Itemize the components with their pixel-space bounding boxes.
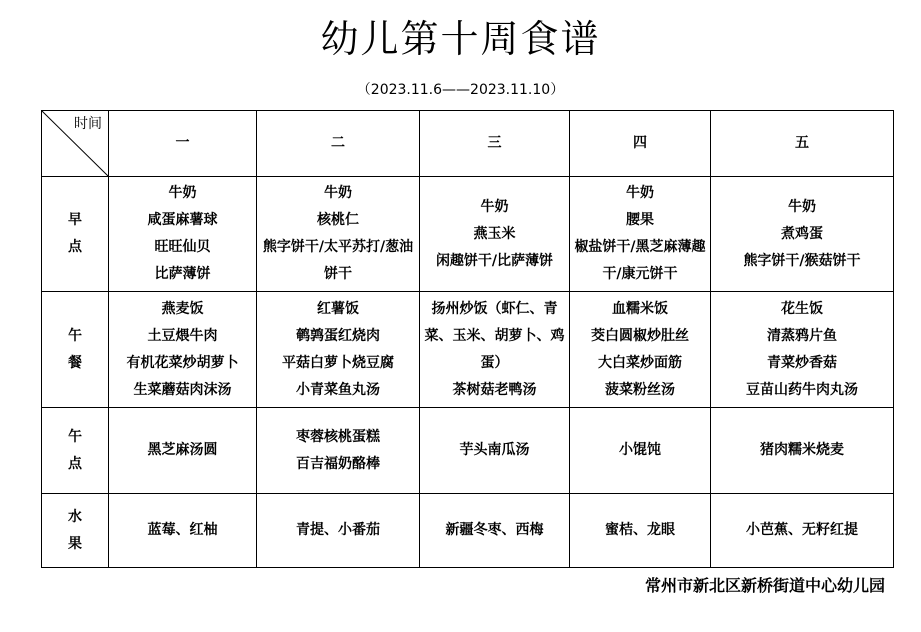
menu-cell [420,408,570,494]
dish-item: 燕玉米 [473,225,516,242]
dish-item: 黑芝麻汤圆 [147,442,218,458]
dish-item: 牛奶 [168,185,197,201]
menu-cell [570,177,711,292]
dish-item: 煮鸡蛋 [781,225,823,242]
dish-item: 蛋） [480,354,509,371]
menu-cell [257,292,420,408]
page-title: 幼儿第十周食谱 [320,17,601,61]
dish-item: 青提、小番茄 [296,522,380,538]
menu-row [42,292,894,408]
dish-item: 平菇白萝卜烧豆腐 [282,354,394,371]
dish-item: 扬州炒饭（虾仁、青 [431,300,558,317]
header-row [42,111,894,177]
dish-item: 咸蛋麻薯球 [147,212,218,228]
day-header: 二 [257,111,420,177]
dish-item: 生菜蘑菇肉沫汤 [133,381,232,398]
dish-item: 大白菜炒面筋 [598,354,682,371]
corner-label: 时间 [74,116,102,132]
corner-cell [42,111,109,177]
dish-item: 花生饭 [781,300,823,317]
dish-item: 清蒸鸦片鱼 [767,327,837,344]
dish-item: 饼干 [324,266,352,282]
menu-cell [109,292,257,408]
day-header: 一 [109,111,257,177]
dish-item: 鹌鹑蛋红烧肉 [296,327,380,344]
menu-cell [711,408,894,494]
menu-row [42,494,894,568]
meal-label-char: 餐 [68,354,82,371]
dish-item: 百吉福奶酪棒 [296,455,380,472]
menu-cell [257,177,420,292]
day-header: 三 [420,111,570,177]
dish-item: 红薯饭 [317,300,359,317]
dish-item: 芋头南瓜汤 [459,442,530,458]
dish-item: 蜜桔、龙眼 [605,522,675,538]
dish-item: 新疆冬枣、西梅 [445,522,544,538]
dish-item: 熊字饼干/猴菇饼干 [743,252,861,269]
dish-item: 小青菜鱼丸汤 [296,381,380,398]
meal-label [42,408,109,494]
menu-cell [109,177,257,292]
day-header: 五 [711,111,894,177]
dish-item: 血糯米饭 [612,300,668,317]
dish-item: 猪肉糯米烧麦 [760,442,844,458]
dish-item: 土豆煨牛肉 [147,327,218,344]
dish-item: 牛奶 [480,198,509,215]
dish-item: 蓝莓、红柚 [147,522,218,538]
dish-item: 核桃仁 [317,212,359,228]
dish-item: 闲趣饼干/比萨薄饼 [435,252,554,269]
dish-item: 菜、玉米、胡萝卜、鸡 [424,327,565,344]
menu-cell [420,292,570,408]
dish-item: 茭白圆椒炒肚丝 [591,327,689,344]
menu-cell [257,408,420,494]
meal-label [42,494,109,568]
dish-item: 枣蓉核桃蛋糕 [296,428,380,445]
meal-label-char: 午 [68,428,82,445]
menu-cell [570,408,711,494]
dish-item: 比萨薄饼 [154,266,211,282]
dish-item: 小芭蕉、无籽红提 [746,522,858,538]
menu-row [42,408,894,494]
menu-cell [420,494,570,568]
dish-item: 菠菜粉丝汤 [605,381,675,398]
menu-cell [711,494,894,568]
meal-label-char: 果 [68,535,82,552]
menu-cell [570,292,711,408]
dish-item: 熊字饼干/太平苏打/葱油 [262,239,414,255]
dish-item: 牛奶 [788,198,816,215]
menu-cell [109,494,257,568]
dish-item: 旺旺仙贝 [154,239,211,255]
kindergarten-name: 常州市新北区新桥街道中心幼儿园 [644,576,885,595]
dish-item: 有机花菜炒胡萝卜 [126,354,239,371]
day-header: 四 [570,111,711,177]
menu-cell [257,494,420,568]
meal-label [42,177,109,292]
meal-label-char: 点 [68,455,82,472]
meal-label-char: 点 [68,239,82,255]
dish-item: 青菜炒香菇 [767,354,837,371]
dish-item: 干/康元饼干 [602,266,678,282]
dish-item: 燕麦饭 [161,300,204,317]
meal-label-char: 水 [68,508,82,525]
menu-cell [711,292,894,408]
dish-item: 豆苗山药牛肉丸汤 [746,381,858,398]
menu-row [42,177,894,292]
menu-cell [109,408,257,494]
date-range: （2023.11.6——2023.11.10） [356,82,565,98]
meal-label [42,292,109,408]
menu-cell [711,177,894,292]
menu-cell [570,494,711,568]
dish-item: 牛奶 [626,185,654,201]
meal-label-char: 早 [68,212,82,228]
menu-table [41,110,894,568]
dish-item: 腰果 [626,212,654,228]
menu-cell [420,177,570,292]
dish-item: 牛奶 [324,185,352,201]
meal-label-char: 午 [68,327,82,344]
dish-item: 小馄饨 [619,442,661,458]
dish-item: 椒盐饼干/黑芝麻薄趣 [574,239,706,255]
dish-item: 茶树菇老鸭汤 [452,381,537,398]
